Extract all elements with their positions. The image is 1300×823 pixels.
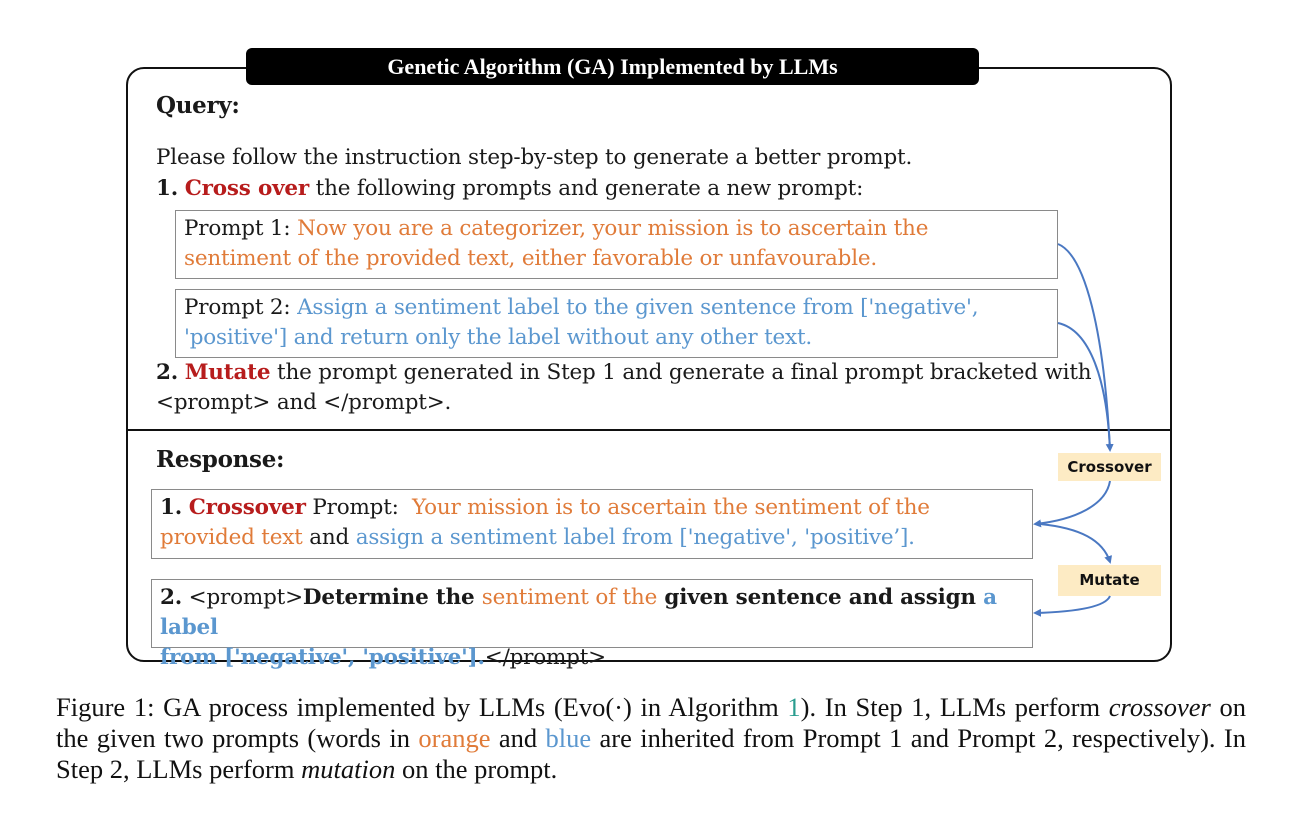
response-heading: Response: [156, 446, 285, 473]
step2-text: the prompt generated in Step 1 and generate a final prompt bracketed with [270, 360, 1092, 385]
response1-label: Prompt: [305, 495, 412, 520]
prompt1-text-line2: sentiment of the provided text, either favorable or unfavourable. [184, 246, 878, 271]
step2-number: 2. [156, 360, 179, 385]
caption-part: and [490, 723, 546, 753]
arrow-prompt1-to-crossover [1058, 244, 1110, 450]
step1-keyword: Cross over [184, 176, 310, 201]
caption-crossover: crossover [1108, 692, 1211, 722]
response2-close-tag: </prompt> [484, 645, 606, 670]
prompt2-label: Prompt 2: [184, 295, 298, 320]
caption-part: on the prompt. [395, 754, 558, 784]
response2-bold-text: Determine the [302, 585, 482, 610]
query-step2-line2: <prompt> and </prompt>. [156, 390, 452, 415]
prompt1-text-line1: Now you are a categorizer, your mission is to ascertain the [297, 216, 929, 241]
caption-part: on the given two prompts (words in [56, 692, 1246, 753]
response2-blue-text: a label [160, 585, 997, 640]
crossover-tag: Crossover [1058, 453, 1161, 481]
step2-keyword: Mutate [184, 360, 271, 385]
figure-caption [56, 692, 1246, 785]
prompt1-label: Prompt 1: [184, 216, 298, 241]
caption-part: Figure 1: GA process implemented by LLMs (Evo(·) in Algorithm [56, 692, 788, 722]
query-intro: Please follow the instruction step-by-step to generate a better prompt. [156, 145, 913, 170]
arrow-crossover-to-response1 [1035, 481, 1110, 524]
response1-orange-text-2: provided text [160, 525, 303, 550]
response1-blue-text: assign a sentiment label from ['negative', 'positive’]. [355, 525, 915, 550]
caption-part: ). In Step 1, LLMs perform [800, 692, 1109, 722]
mutate-tag: Mutate [1058, 565, 1161, 596]
query-heading: Query: [156, 92, 240, 119]
caption-mutation: mutation [301, 754, 396, 784]
caption-orange-word: orange [418, 723, 491, 753]
arrow-mutate-to-response2 [1035, 596, 1110, 613]
figure-title: Genetic Algorithm (GA) Implemented by LLMs [246, 48, 979, 85]
response2-orange-text: sentiment of the [481, 585, 658, 610]
caption-algorithm-ref: 1 [787, 692, 801, 722]
arrow-prompt2-to-crossover [1058, 323, 1110, 450]
response2-blue-text-2: from ['negative', 'positive']. [160, 645, 485, 670]
arrow-response1-to-mutate [1040, 524, 1110, 562]
response2-number: 2. [160, 585, 183, 610]
response1-and: and [302, 525, 356, 550]
response1-number: 1. [160, 495, 183, 520]
response2-open-tag: <prompt> [182, 585, 303, 610]
step1-number: 1. [156, 176, 179, 201]
response2-bold-text-2: given sentence and assign [657, 585, 984, 610]
step1-text: the following prompts and generate a new prompt: [309, 176, 864, 201]
prompt2-text-line2: 'positive'] and return only the label without any other text. [184, 325, 813, 350]
response1-orange-text: Your mission is to ascertain the sentiment of the [411, 495, 930, 520]
prompt2-text-line1: Assign a sentiment label to the given sentence from ['negative', [297, 295, 979, 320]
caption-part: are inherited from Prompt 1 and Prompt 2, respectively). In Step 2, LLMs perform [56, 723, 1247, 784]
response1-keyword: Crossover [188, 495, 306, 520]
caption-blue-word: blue [545, 723, 592, 753]
